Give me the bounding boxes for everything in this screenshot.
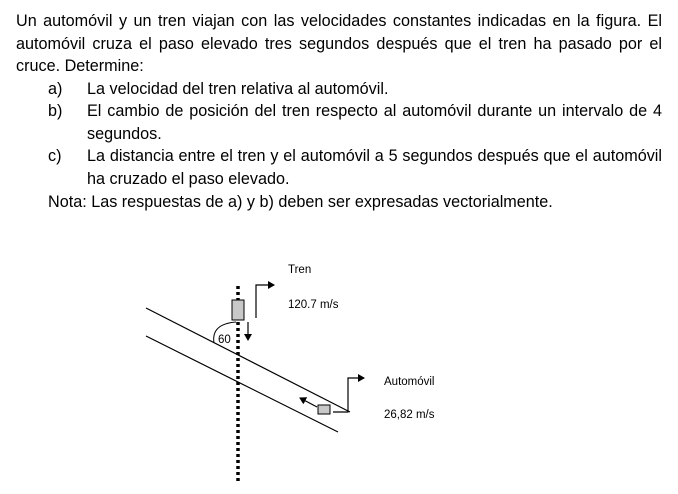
question-marker-b: b) [48,102,63,120]
car-velocity-arrow [300,398,317,407]
road-edge-lower [146,336,338,432]
problem-intro: Un automóvil y un tren viajan con las velocidades constantes indicadas en la figura. El automóvil cruza el paso elevado tres segundos después que el tren ha pasado por el cruce. Determine: [16,12,662,75]
train-label: Tren [288,264,312,276]
car-speed: 26,82 m/s [384,409,435,421]
question-marker-a: a) [48,79,63,98]
train-axes-indicator [256,285,274,318]
train-block [232,300,244,320]
question-marker-c: c) [48,147,62,165]
question-text-a: La velocidad del tren relativa al automóvil. [87,79,389,98]
car-axes-indicator [333,378,364,412]
question-text-c: La distancia entre el tren y el automóvil a 5 segundos después que el automóvil ha cruzado el paso elevado. [87,147,662,188]
car-label: Automóvil [384,376,435,388]
question-text-b: El cambio de posición del tren respecto al automóvil durante un intervalo de 4 segundos. [87,102,662,143]
problem-note: Nota: Las respuestas de a) y b) deben ser expresadas vectorialmente. [48,193,553,211]
angle-label: 60 [218,334,231,346]
car-block [318,405,330,414]
train-speed: 120.7 m/s [288,299,339,311]
